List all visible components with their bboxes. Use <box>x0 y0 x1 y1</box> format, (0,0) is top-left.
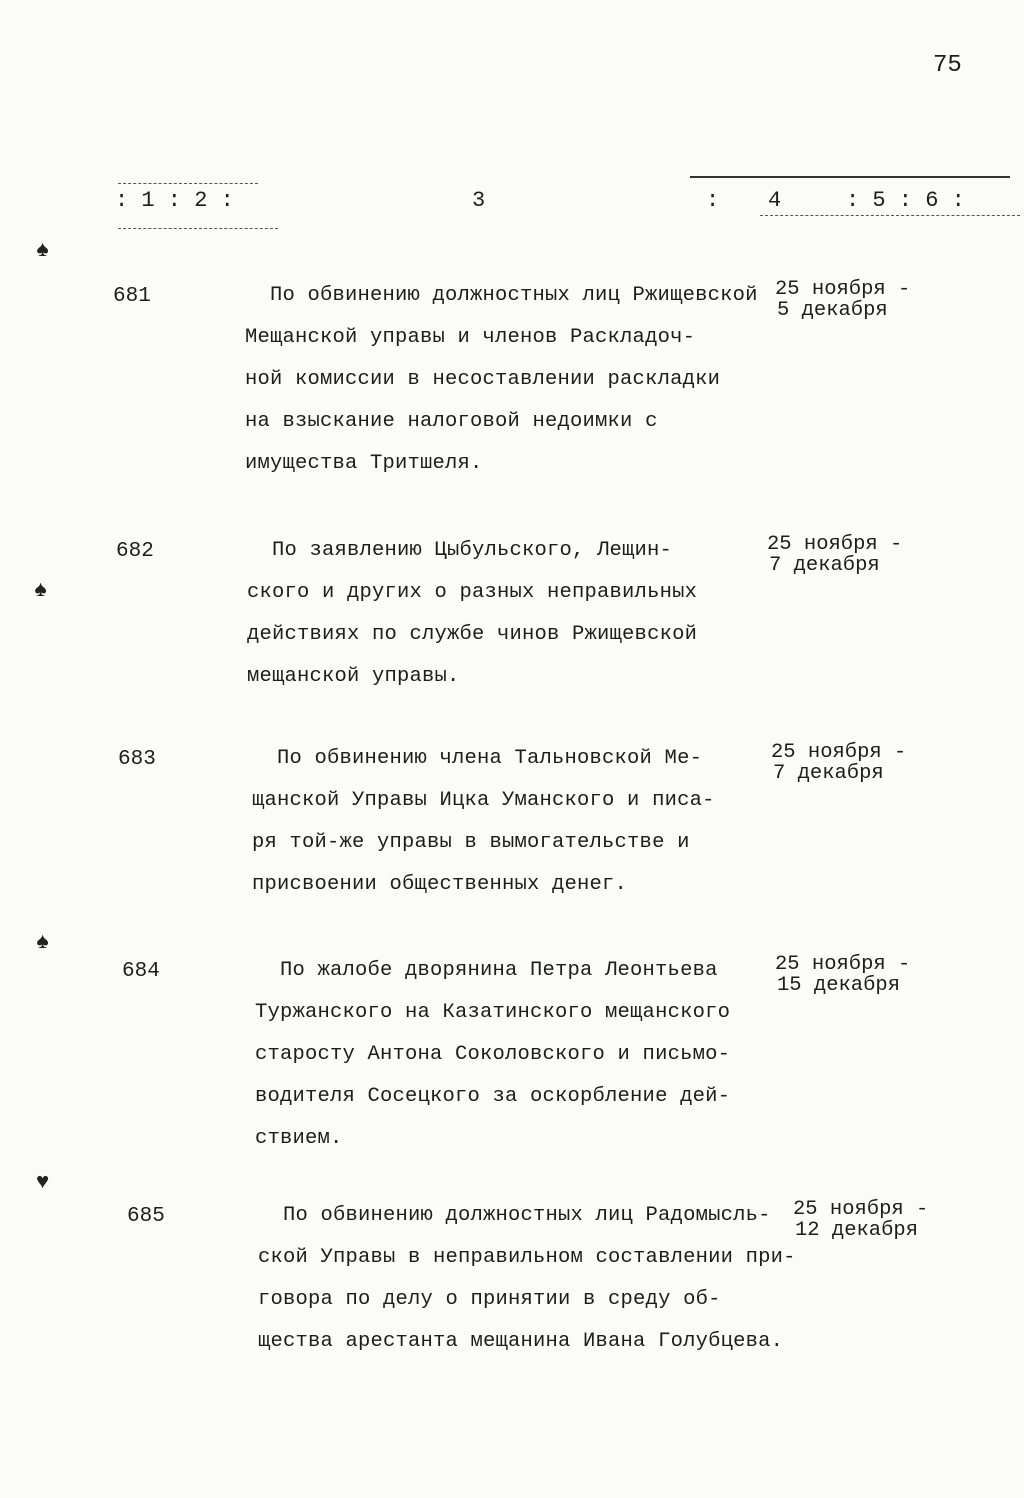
header-col-1-2: : 1 : 2 : <box>115 188 234 213</box>
binding-hole-mark: ♠ <box>36 930 50 955</box>
entry-number: 684 <box>122 960 160 983</box>
date-to: 7 декабря <box>769 554 880 577</box>
entry-number: 681 <box>113 285 151 308</box>
description-line: щества арестанта мещанина Ивана Голубцева. <box>258 1330 784 1353</box>
entry-description <box>252 738 715 906</box>
description-line: мещанской управы. <box>247 665 460 688</box>
description-line: По обвинению должностных лиц Ржищевской <box>270 284 758 307</box>
header-rule-top-right <box>690 176 1010 178</box>
entry-description <box>258 1195 796 1363</box>
description-line: на взыскание налоговой недоимки с <box>245 410 658 433</box>
page-number: 75 <box>933 52 962 79</box>
date-to: 7 декабря <box>773 762 884 785</box>
header-col-3: 3 <box>472 188 486 213</box>
description-line: ского и других о разных неправильных <box>247 581 698 604</box>
entry-dates <box>775 954 910 996</box>
description-line: ной комиссии в несоставлении раскладки <box>245 368 721 391</box>
date-from: 25 ноября - <box>793 1198 929 1221</box>
description-line: ря той-же управы в вымогательстве и <box>252 831 690 854</box>
description-line: ской Управы в неправильном составлении при- <box>258 1246 796 1269</box>
description-line: действиях по службе чинов Ржищевской <box>247 623 698 646</box>
description-line: водителя Сосецкого за оскорбление дей- <box>255 1085 731 1108</box>
binding-hole-mark: ♠ <box>36 238 50 263</box>
description-line: Мещанской управы и членов Раскладоч- <box>245 326 696 349</box>
description-line: имущества Тритшеля. <box>245 452 483 475</box>
date-to: 12 декабря <box>795 1219 919 1242</box>
description-line: По обвинению должностных лиц Радомысль- <box>283 1204 771 1227</box>
entry-number: 682 <box>116 540 154 563</box>
binding-hole-mark: ♠ <box>34 578 48 603</box>
header-rule-bottom-right <box>760 215 1020 216</box>
entry-dates <box>771 742 906 784</box>
description-line: Туржанского на Казатинского мещанского <box>255 1001 731 1024</box>
description-line: присвоении общественных денег. <box>252 873 628 896</box>
description-line: щанской Управы Ицка Уманского и писа- <box>252 789 715 812</box>
header-separator: : <box>706 188 720 213</box>
header-rule-bottom-left <box>118 228 278 229</box>
date-from: 25 ноября - <box>767 533 903 556</box>
description-line: По заявлению Цыбульского, Лещин- <box>272 539 673 562</box>
header-col-5-6: : 5 : 6 : <box>846 188 965 213</box>
binding-hole-mark: ♥ <box>36 1170 50 1195</box>
entry-number: 685 <box>127 1205 165 1228</box>
description-line: По жалобе дворянина Петра Леонтьева <box>280 959 718 982</box>
header-rule-top-left <box>118 183 258 184</box>
entry-description <box>255 950 730 1160</box>
description-line: По обвинению члена Тальновской Ме- <box>277 747 703 770</box>
date-from: 25 ноября - <box>775 278 911 301</box>
description-line: ствием. <box>255 1127 343 1150</box>
entry-description <box>245 275 758 485</box>
entry-dates <box>775 279 910 321</box>
description-line: старосту Антона Соколовского и письмо- <box>255 1043 731 1066</box>
entry-description <box>247 530 697 698</box>
header-col-4: 4 <box>768 188 782 213</box>
entry-number: 683 <box>118 748 156 771</box>
description-line: говора по делу о принятии в среду об- <box>258 1288 721 1311</box>
date-to: 5 декабря <box>777 299 888 322</box>
date-from: 25 ноября - <box>771 741 907 764</box>
date-from: 25 ноября - <box>775 953 911 976</box>
entry-dates <box>767 534 902 576</box>
entry-dates <box>793 1199 928 1241</box>
date-to: 15 декабря <box>777 974 901 997</box>
